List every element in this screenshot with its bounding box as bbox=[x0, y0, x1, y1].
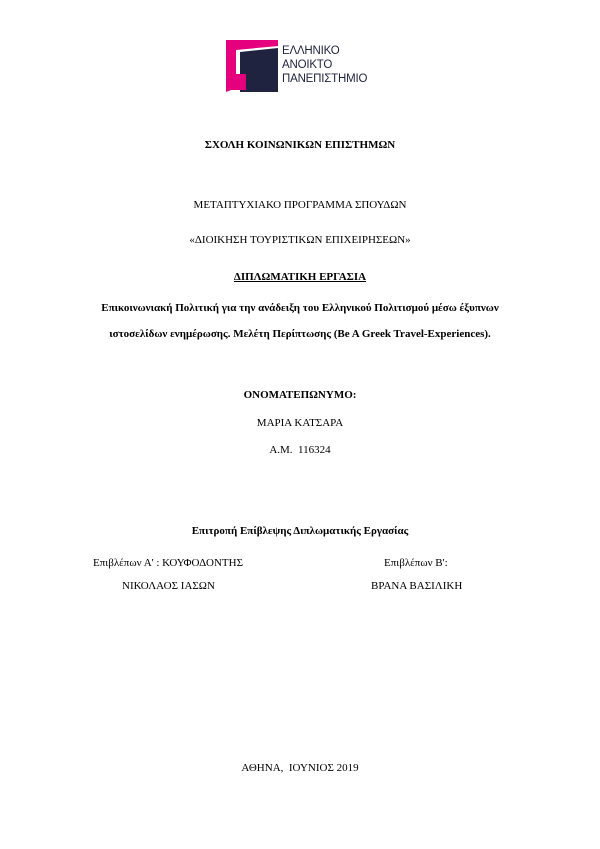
student-name: ΜΑΡΙΑ ΚΑΤΣΑΡΑ bbox=[256, 417, 344, 429]
logo-line-2: ΑΝΟΙΚΤΟ bbox=[282, 59, 333, 71]
supervisor-a-label: Επιβλέπων Α' : ΚΟΥΦΟΔΟΝΤΗΣ bbox=[93, 557, 243, 569]
thesis-title-line-1: Επικοινωνιακή Πολιτική για την ανάδειξη του Ελληνικού Πολιτισμού μέσω έξυπνων bbox=[101, 302, 499, 314]
program-name: ΜΕΤΑΠΤΥΧΙΑΚΟ ΠΡΟΓΡΑΜΜΑ ΣΠΟΥΔΩΝ bbox=[193, 199, 407, 211]
logo-line-3: ΠΑΝΕΠΙΣΤΗΜΙΟ bbox=[282, 73, 368, 85]
supervisor-b-name: ΒΡΑΝΑ ΒΑΣΙΛΙΚΗ bbox=[371, 580, 463, 592]
committee-heading: Επιτροπή Επίβλεψης Διπλωματικής Εργασίας bbox=[191, 525, 409, 537]
university-logo-icon bbox=[226, 36, 280, 92]
student-registration-number: Α.Μ. 116324 bbox=[269, 444, 331, 456]
school-name: ΣΧΟΛΗ ΚΟΙΝΩΝΙΚΩΝ ΕΠΙΣΤΗΜΩΝ bbox=[204, 139, 396, 151]
place-and-date: ΑΘΗΝΑ, ΙΟΥΝΙΟΣ 2019 bbox=[241, 762, 359, 774]
supervisor-b-label: Επιβλέπων Β': bbox=[384, 557, 448, 569]
supervisor-a-name: ΝΙΚΟΛΑΟΣ ΙΑΣΩΝ bbox=[122, 580, 215, 592]
specialization-name: «ΔΙΟΙΚΗΣΗ ΤΟΥΡΙΣΤΙΚΩΝ ΕΠΙΧΕΙΡΗΣΕΩΝ» bbox=[189, 234, 411, 246]
thesis-title-line-2: ιστοσελίδων ενημέρωσης. Μελέτη Περίπτωσης (Be A Greek Travel-Experiences). bbox=[109, 328, 491, 340]
university-logo bbox=[226, 36, 376, 96]
university-logo-text bbox=[282, 44, 367, 86]
logo-line-1: ΕΛΛΗΝΙΚΟ bbox=[282, 45, 340, 57]
student-name-label: ΟΝΟΜΑΤΕΠΩΝΥΜΟ: bbox=[243, 389, 357, 401]
thesis-type-heading: ΔΙΠΛΩΜΑΤΙΚΗ ΕΡΓΑΣΙΑ bbox=[233, 271, 367, 283]
